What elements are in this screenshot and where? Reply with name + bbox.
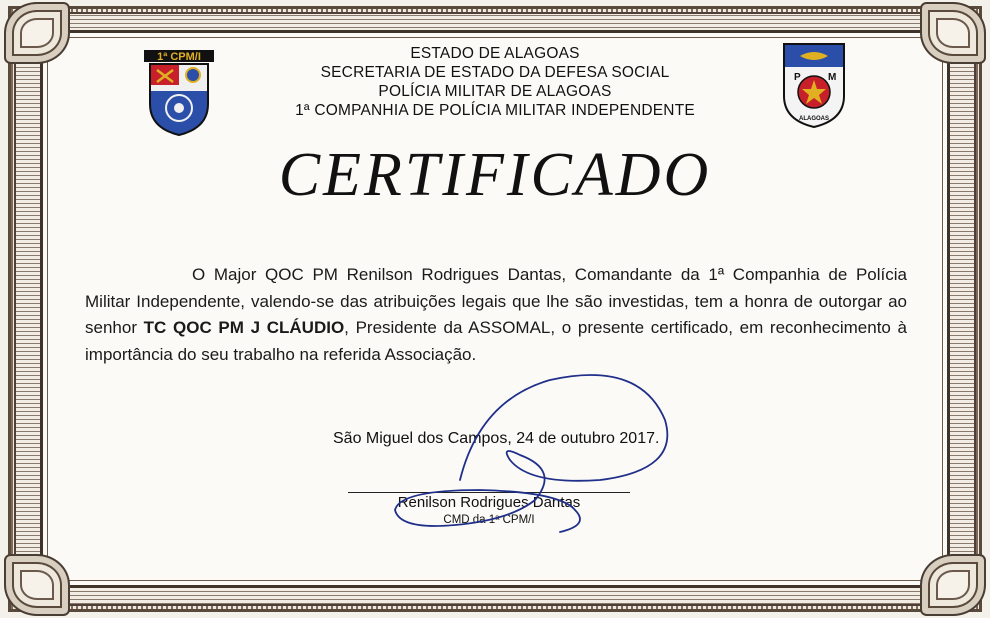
header-company: 1ª COMPANHIA DE POLÍCIA MILITAR INDEPENDENTE — [295, 102, 695, 119]
corner-ornament-icon — [4, 2, 70, 64]
certificate-title: CERTIFICADO — [278, 141, 712, 209]
honoree-name: TC QOC PM J CLÁUDIO — [143, 318, 345, 337]
cpm-shield-icon — [140, 42, 218, 138]
signatory-name: Renilson Rodrigues Dantas — [397, 494, 581, 511]
place-date: São Miguel dos Campos, 24 de outubro 2017. — [333, 430, 660, 447]
corner-ornament-icon — [4, 554, 70, 616]
pm-alagoas-shield-icon — [780, 40, 848, 130]
header-police: POLÍCIA MILITAR DE ALAGOAS — [378, 83, 612, 100]
emblem-right-label: ALAGOAS — [799, 116, 829, 122]
emblem-right-letter-m: M — [828, 72, 837, 83]
body-text-part2: , Presidente da ASSOMAL, o presente certificado, em reconhecimento à importância do seu trabalho na referida Associação. — [85, 318, 908, 364]
body-text-part1: O Major QOC PM Renilson Rodrigues Dantas, Comandante da 1ª Companhia de Polícia Militar Independente, valendo-se das atribuições legais que lhe são investidas, tem a honra de outorgar ao senhor — [85, 265, 907, 337]
corner-ornament-icon — [920, 554, 986, 616]
signatory-role: CMD da 1ª CPM/I — [443, 514, 535, 526]
certificate-body — [85, 262, 907, 368]
signature-line — [348, 492, 630, 493]
emblem-left-label: 1ª CPM/I — [157, 51, 201, 63]
corner-ornament-icon — [920, 2, 986, 64]
emblem-right-letter-p: P — [794, 72, 801, 83]
header-state: ESTADO DE ALAGOAS — [410, 45, 580, 62]
header-secretariat: SECRETARIA DE ESTADO DA DEFESA SOCIAL — [320, 64, 670, 81]
issuer-header — [220, 44, 770, 120]
